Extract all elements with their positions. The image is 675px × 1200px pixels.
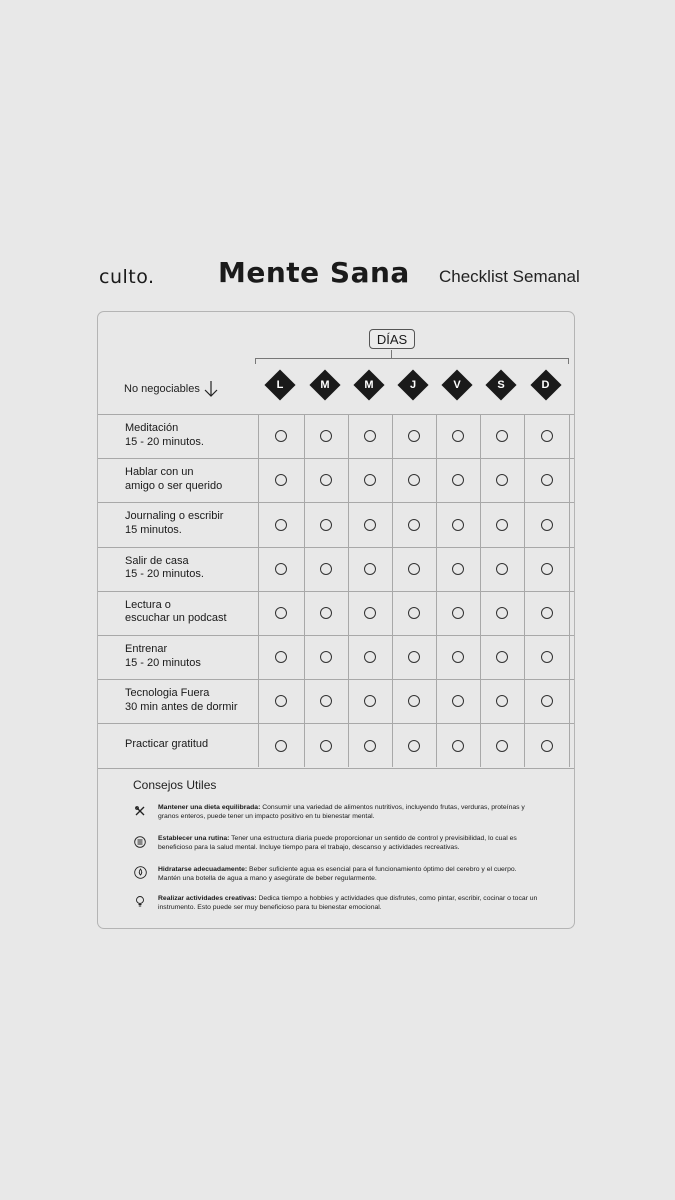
- tip-body: Tener una estructura diaria puede proporcionar un sentido de control y previsibilidad, lo cual es beneficioso para la salud mental. Incluye tiempo para el trabajo, descanso y actividades recreativas.: [158, 835, 517, 851]
- tip-body: Dedica tiempo a hobbies y actividades que disfrutes, como pintar, escribir, cocinar o tocar un instrumento. Esto puede ser muy beneficioso para tu bienestar emocional.: [158, 895, 538, 911]
- tip-text: [158, 865, 538, 883]
- day-checkbox[interactable]: [364, 519, 376, 531]
- habit-label: [125, 599, 227, 626]
- habit-label: [125, 687, 238, 714]
- day-checkbox[interactable]: [275, 695, 287, 707]
- day-checkbox[interactable]: [364, 607, 376, 619]
- day-checkbox[interactable]: [320, 607, 332, 619]
- habit-label-line2: 15 - 20 minutos: [125, 656, 201, 669]
- row-divider: [98, 768, 575, 769]
- day-checkbox[interactable]: [364, 651, 376, 663]
- habit-label-line2: 30 min antes de dormir: [125, 700, 238, 713]
- day-checkbox[interactable]: [496, 740, 508, 752]
- day-checkbox[interactable]: [541, 474, 553, 486]
- tip-text: [158, 894, 538, 912]
- habit-label-line1: Lectura o: [125, 598, 171, 611]
- habit-label: [125, 422, 204, 449]
- row-divider: [98, 502, 575, 503]
- habit-label-line1: Tecnologia Fuera: [125, 687, 210, 700]
- page-subtitle: Checklist Semanal: [439, 267, 580, 286]
- day-checkbox[interactable]: [320, 474, 332, 486]
- habit-label-line1: Journaling o escribir: [125, 510, 224, 523]
- tip-text: [158, 803, 538, 821]
- checklist-card: [97, 311, 575, 929]
- day-checkbox[interactable]: [275, 519, 287, 531]
- day-checkbox[interactable]: [541, 651, 553, 663]
- logo: culto.: [99, 266, 155, 288]
- day-checkbox[interactable]: [541, 430, 553, 442]
- day-checkbox[interactable]: [452, 519, 464, 531]
- habit-label-line1: Entrenar: [125, 643, 168, 655]
- tip-body: Beber suficiente agua es esencial para el funcionamiento óptimo del cerebro y el cuerpo. Mantén una botella de agua a mano y asegúrate de beber regularmente.: [158, 866, 517, 882]
- column-divider: [480, 414, 481, 767]
- day-checkbox[interactable]: [496, 430, 508, 442]
- column-divider: [436, 414, 437, 767]
- day-checkbox[interactable]: [364, 740, 376, 752]
- day-checkbox[interactable]: [452, 651, 464, 663]
- day-checkbox[interactable]: [408, 607, 420, 619]
- day-checkbox[interactable]: [408, 740, 420, 752]
- day-checkbox[interactable]: [320, 695, 332, 707]
- day-checkbox[interactable]: [275, 740, 287, 752]
- column-divider: [348, 414, 349, 767]
- row-divider: [98, 723, 575, 724]
- habit-label-line1: Hablar con un: [125, 466, 194, 479]
- day-checkbox[interactable]: [364, 474, 376, 486]
- day-checkbox[interactable]: [541, 740, 553, 752]
- day-checkbox[interactable]: [452, 430, 464, 442]
- column-divider: [569, 414, 570, 767]
- day-checkbox[interactable]: [496, 474, 508, 486]
- habit-label-line2: 15 - 20 minutos.: [125, 568, 204, 581]
- day-checkbox[interactable]: [408, 563, 420, 575]
- habit-label-line2: 15 minutos.: [125, 523, 182, 536]
- day-checkbox[interactable]: [275, 474, 287, 486]
- day-checkbox[interactable]: [364, 563, 376, 575]
- habit-label-line2: escuchar un podcast: [125, 612, 227, 625]
- row-divider: [98, 679, 575, 680]
- lightbulb-icon: [134, 895, 146, 913]
- column-divider: [258, 414, 259, 767]
- tips-title: Consejos Utiles: [133, 778, 217, 792]
- column-divider: [304, 414, 305, 767]
- day-checkbox[interactable]: [320, 563, 332, 575]
- list-icon: [134, 835, 146, 853]
- row-divider: [98, 591, 575, 592]
- day-label: V: [453, 379, 461, 391]
- day-checkbox[interactable]: [364, 695, 376, 707]
- day-checkbox[interactable]: [275, 563, 287, 575]
- tip-heading: Mantener una dieta equilibrada:: [158, 804, 261, 811]
- day-checkbox[interactable]: [275, 607, 287, 619]
- day-label: M: [364, 379, 374, 391]
- habit-label-line1: Salir de casa: [125, 554, 189, 567]
- tip-heading: Establecer una rutina:: [158, 835, 230, 842]
- habit-label: [125, 738, 208, 752]
- day-checkbox[interactable]: [496, 651, 508, 663]
- day-checkbox[interactable]: [541, 563, 553, 575]
- tip-text: [158, 834, 538, 852]
- day-checkbox[interactable]: [408, 519, 420, 531]
- day-checkbox[interactable]: [496, 563, 508, 575]
- day-label: L: [276, 379, 284, 391]
- day-checkbox[interactable]: [541, 695, 553, 707]
- day-label: J: [409, 379, 417, 391]
- habit-label-line1: Practicar gratitud: [125, 738, 209, 751]
- bracket-tick: [391, 350, 392, 358]
- habit-label: [125, 555, 204, 582]
- arrow-down-icon: [204, 380, 218, 398]
- tip-heading: Hidratarse adecuadamente:: [158, 866, 248, 873]
- tip-body: Consumir una variedad de alimentos nutritivos, incluyendo frutas, verduras, proteínas y granos enteros, puede tener un impacto positivo en tu bienestar mental.: [158, 804, 525, 820]
- day-checkbox[interactable]: [408, 651, 420, 663]
- row-divider: [98, 458, 575, 459]
- day-label: D: [541, 379, 550, 391]
- row-divider: [98, 547, 575, 548]
- day-checkbox[interactable]: [452, 563, 464, 575]
- day-label: S: [497, 379, 505, 391]
- habit-label: [125, 466, 222, 493]
- day-label: M: [320, 379, 330, 391]
- day-checkbox[interactable]: [496, 519, 508, 531]
- nonnegotiables-label: No negociables: [124, 383, 200, 395]
- habit-label: [125, 510, 223, 537]
- day-checkbox[interactable]: [496, 607, 508, 619]
- day-checkbox[interactable]: [452, 740, 464, 752]
- day-checkbox[interactable]: [452, 607, 464, 619]
- days-badge: DÍAS: [369, 329, 415, 349]
- tip-heading: Realizar actividades creativas:: [158, 895, 257, 902]
- day-checkbox[interactable]: [452, 474, 464, 486]
- water-drop-icon: [134, 866, 147, 884]
- days-bracket: [255, 358, 569, 364]
- day-checkbox[interactable]: [541, 607, 553, 619]
- habit-label-line2: 15 - 20 minutos.: [125, 435, 204, 448]
- column-divider: [524, 414, 525, 767]
- day-checkbox[interactable]: [496, 695, 508, 707]
- day-checkbox[interactable]: [408, 474, 420, 486]
- day-checkbox[interactable]: [320, 740, 332, 752]
- day-checkbox[interactable]: [320, 519, 332, 531]
- day-checkbox[interactable]: [275, 651, 287, 663]
- header: [0, 252, 675, 302]
- page-title: Mente Sana: [218, 256, 410, 289]
- day-checkbox[interactable]: [275, 430, 287, 442]
- day-checkbox[interactable]: [408, 430, 420, 442]
- habit-label-line1: Meditación: [125, 422, 179, 434]
- day-checkbox[interactable]: [364, 430, 376, 442]
- day-checkbox[interactable]: [541, 519, 553, 531]
- day-checkbox[interactable]: [320, 651, 332, 663]
- row-divider: [98, 635, 575, 636]
- habit-label: [125, 643, 201, 670]
- day-checkbox[interactable]: [408, 695, 420, 707]
- utensils-icon: [134, 804, 146, 822]
- habit-label-line2: amigo o ser querido: [125, 479, 223, 492]
- day-checkbox[interactable]: [320, 430, 332, 442]
- column-divider: [392, 414, 393, 767]
- row-divider: [98, 414, 575, 415]
- day-checkbox[interactable]: [452, 695, 464, 707]
